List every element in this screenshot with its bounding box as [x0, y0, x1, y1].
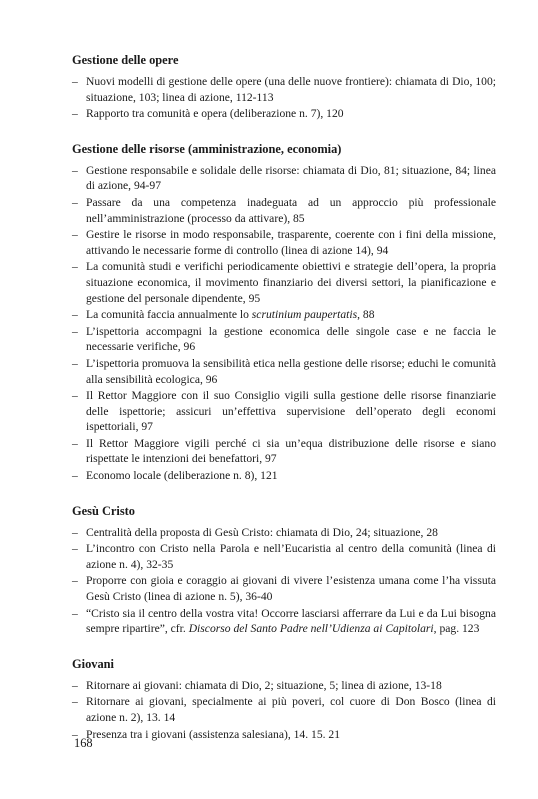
- index-entry: [72, 324, 496, 355]
- index-entry: [72, 436, 496, 467]
- entry-text: Gestire le risorse in modo responsabile, trasparente, coerente con i fini della missione, attivando le necessarie forme di controllo (linea di azione 14), 94: [86, 228, 496, 257]
- dash-bullet: –: [72, 163, 78, 177]
- entry-text: Nuovi modelli di gestione delle opere (una delle nuove frontiere): chiamata di Dio, 100; situazione, 103; linea di azione, 112-113: [86, 75, 496, 104]
- index-entry: [72, 227, 496, 258]
- entry-text: La comunità faccia annualmente lo: [86, 308, 252, 322]
- entry-text: “Cristo sia il centro della vostra vita! Occorre lasciarsi afferrare da Lui e da Lui bisogna sempre ripartire”, cfr.: [86, 606, 496, 636]
- dash-bullet: –: [72, 228, 78, 242]
- entry-text: Economo locale (deliberazione n. 8), 121: [86, 469, 278, 483]
- dash-bullet: –: [72, 727, 78, 741]
- entry-text: Proporre con gioia e coraggio ai giovani di vivere l’esistenza umana come l’ha vissuta Gesù Cristo (linea di azione n. 5), 36-40: [86, 574, 496, 604]
- index-entry: [72, 74, 496, 105]
- entry-list: [72, 678, 496, 742]
- page-number: 168: [74, 736, 93, 750]
- index-entry: [72, 573, 496, 604]
- entry-text: La comunità studi e verifichi periodicamente obiettivi e strategie dell’opera, la propria situazione economica, il movimento finanziario dei diversi settori, la pianificazione e gestione del personale dipendente, 95: [86, 260, 496, 305]
- dash-bullet: –: [72, 195, 78, 209]
- index-entry: [72, 541, 496, 572]
- entry-text: Presenza tra i giovani (assistenza salesiana), 14. 15. 21: [86, 727, 341, 741]
- index-page: [72, 52, 496, 743]
- dash-bullet: –: [72, 436, 78, 450]
- dash-bullet: –: [72, 260, 78, 274]
- dash-bullet: –: [72, 606, 78, 620]
- entry-text: Il Rettor Maggiore con il suo Consiglio vigili sulla gestione delle risorse finanziarie delle ispettorie; assicuri un’effettiva supervisione dell’operato degli economi ispettoriali, 97: [86, 389, 496, 434]
- entry-text: L’ispettoria promuova la sensibilità etica nella gestione delle risorse; educhi le comunità alla sensibilità ecologica, 96: [86, 356, 496, 386]
- entry-text: Centralità della proposta di Gesù Cristo: chiamata di Dio, 24; situazione, 28: [86, 525, 438, 539]
- index-entry: [72, 106, 496, 122]
- entry-list: [72, 525, 496, 637]
- index-entry: [72, 694, 496, 725]
- dash-bullet: –: [72, 389, 78, 403]
- index-entry: [72, 195, 496, 226]
- entry-text: Passare da una competenza inadeguata ad un approccio più professionale nell’amministrazione (processo da attivare), 85: [86, 195, 496, 225]
- index-entry: [72, 468, 496, 484]
- dash-bullet: –: [72, 574, 78, 588]
- entry-text: Rapporto tra comunità e opera (deliberazione n. 7), 120: [86, 107, 344, 121]
- dash-bullet: –: [72, 542, 78, 556]
- entry-text: , 88: [357, 308, 375, 322]
- dash-bullet: –: [72, 695, 78, 709]
- section-title: Gestione delle opere: [72, 53, 179, 67]
- entry-list: [72, 74, 496, 122]
- index-entry: [72, 388, 496, 435]
- index-entry: [72, 259, 496, 306]
- index-section: [72, 52, 496, 122]
- entry-text: Ritornare ai giovani: chiamata di Dio, 2; situazione, 5; linea di azione, 13-18: [86, 678, 442, 692]
- index-entry: [72, 606, 496, 637]
- dash-bullet: –: [72, 469, 78, 483]
- index-entry: [72, 727, 496, 743]
- index-entry: [72, 356, 496, 387]
- index-entry: [72, 678, 496, 694]
- index-section: [72, 656, 496, 742]
- entry-text: Gestione responsabile e solidale delle risorse: chiamata di Dio, 81; situazione, 84; linea di azione, 94-97: [86, 163, 496, 193]
- index-section: [72, 503, 496, 637]
- index-entry: [72, 307, 496, 323]
- entry-text: , pag. 123: [433, 622, 480, 636]
- dash-bullet: –: [72, 308, 78, 322]
- index-entry: [72, 525, 496, 541]
- section-title: Gestione delle risorse (amministrazione, economia): [72, 141, 342, 156]
- entry-text-italic: scrutinium paupertatis: [251, 308, 358, 322]
- entry-text: L’incontro con Cristo nella Parola e nell’Eucaristia al centro della comunità (linea di azione n. 4), 32-35: [86, 542, 496, 571]
- index-section: [72, 141, 496, 484]
- dash-bullet: –: [72, 678, 78, 692]
- dash-bullet: –: [72, 107, 78, 121]
- entry-text-italic: Discorso del Santo Padre nell’Udienza ai Capitolari: [188, 622, 434, 636]
- dash-bullet: –: [72, 525, 78, 539]
- dash-bullet: –: [72, 356, 78, 370]
- section-title: Gesù Cristo: [72, 503, 135, 518]
- section-title: Giovani: [72, 656, 114, 671]
- dash-bullet: –: [72, 75, 78, 88]
- entry-list: [72, 163, 496, 484]
- index-entry: [72, 163, 496, 194]
- entry-text: L’ispettoria accompagni la gestione economica delle singole case e ne faccia le necessarie verifiche, 96: [86, 324, 496, 354]
- entry-text: Ritornare ai giovani, specialmente ai più poveri, col cuore di Don Bosco (linea di azione n. 2), 13. 14: [86, 695, 496, 724]
- dash-bullet: –: [72, 324, 78, 338]
- entry-text: Il Rettor Maggiore vigili perché ci sia un’equa distribuzione delle risorse e siano rispettate le intenzioni dei benefattori, 97: [86, 436, 496, 466]
